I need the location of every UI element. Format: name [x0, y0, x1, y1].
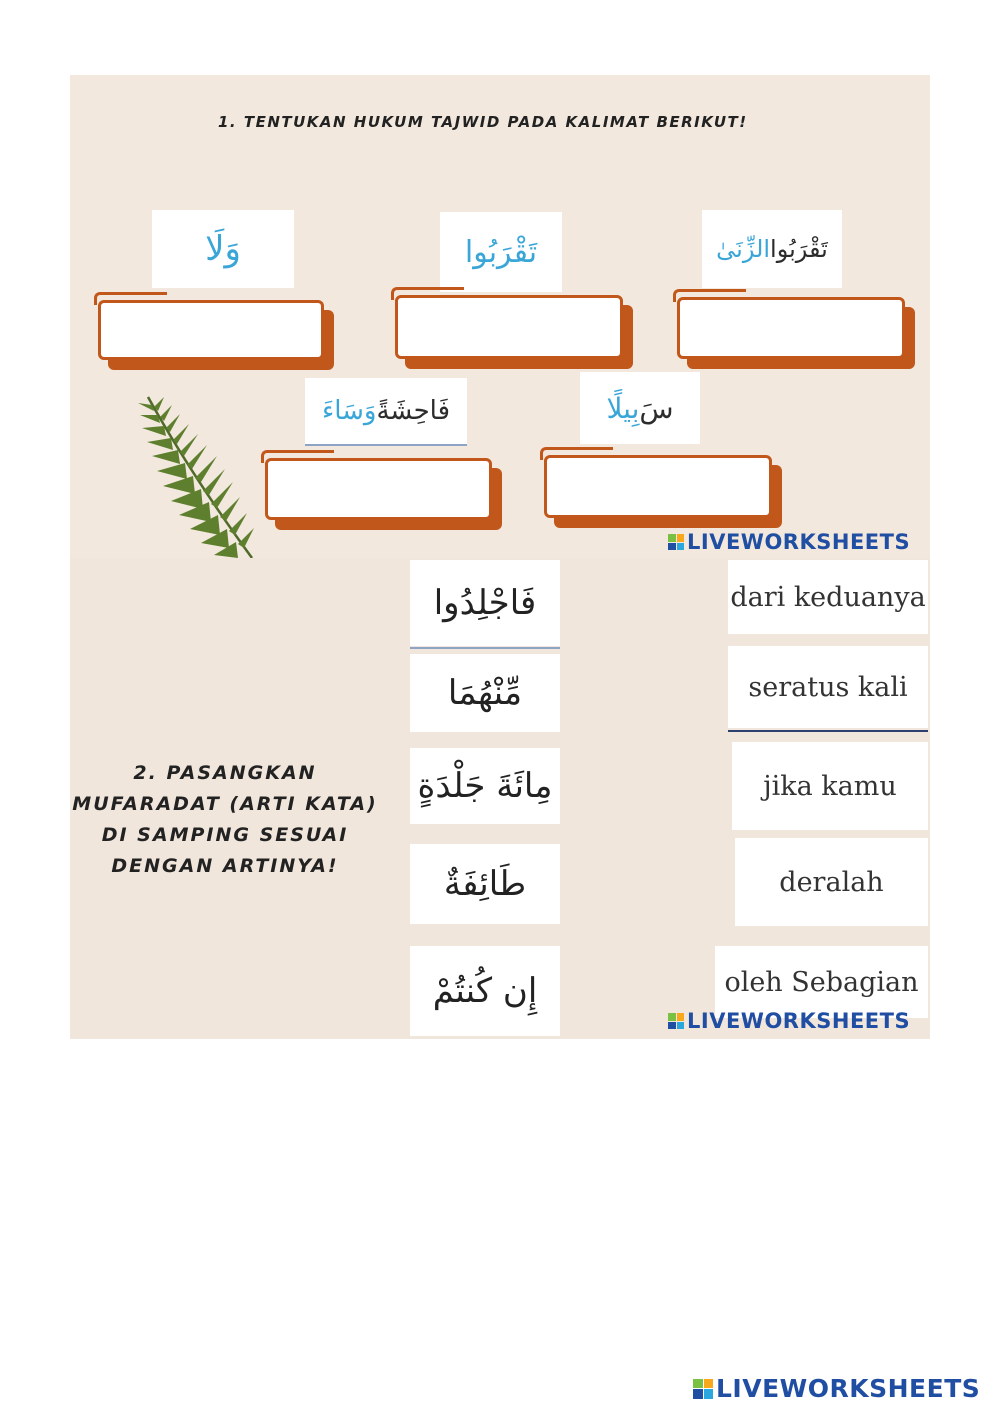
liveworksheets-logo-icon	[693, 1379, 713, 1399]
meaning-text: jika kamu	[763, 770, 897, 802]
arabic-vocab-item[interactable]	[410, 654, 560, 732]
answer-box-1	[98, 300, 324, 360]
brand-name: LIVEWORKSHEETS	[687, 530, 911, 554]
arabic-word-card	[702, 210, 842, 288]
arabic-word-card	[440, 212, 562, 292]
arabic-word-card	[152, 210, 294, 288]
answer-box-4	[265, 458, 492, 520]
meaning-item[interactable]	[728, 560, 928, 634]
meaning-text: seratus kali	[748, 671, 908, 703]
arabic-vocab-text: مِائَةَ جَلْدَةٍ	[417, 766, 553, 806]
answer-input-4[interactable]	[273, 466, 484, 512]
divider-line	[728, 730, 928, 732]
arabic-word-dark: تَقْرَبُوا	[770, 235, 828, 263]
brand-name: LIVEWORKSHEETS	[687, 1009, 911, 1033]
arabic-vocab-item[interactable]	[410, 946, 560, 1036]
arabic-word-highlight: الزِّنَىٰ	[716, 235, 771, 263]
meaning-text: deralah	[779, 866, 884, 898]
arabic-word-dark: سَ	[639, 391, 674, 425]
meaning-item[interactable]	[715, 946, 928, 1018]
answer-box-2	[395, 295, 623, 359]
arabic-word-highlight: بِيلًا	[606, 391, 640, 425]
section-1-panel	[70, 75, 930, 558]
brand-name: LIVEWORKSHEETS	[716, 1374, 981, 1403]
footer-liveworksheets-logo[interactable]	[693, 1374, 980, 1403]
meaning-text: dari keduanya	[730, 581, 926, 613]
section-1-title: 1. TENTUKAN HUKUM TAJWID PADA KALIMAT BERIKUT!	[218, 113, 748, 131]
section-2-panel	[70, 558, 930, 1039]
divider-line	[410, 647, 560, 649]
fern-leaf-icon	[130, 393, 260, 558]
meaning-item[interactable]	[732, 742, 928, 830]
answer-input-5[interactable]	[552, 463, 764, 510]
answer-input-1[interactable]	[106, 308, 316, 352]
answer-input-2[interactable]	[403, 303, 615, 351]
arabic-vocab-text: فَاجْلِدُوا	[433, 583, 537, 623]
arabic-word-card	[305, 378, 467, 444]
liveworksheets-logo	[668, 1009, 910, 1033]
arabic-vocab-item[interactable]	[410, 560, 560, 646]
arabic-word-card	[580, 372, 700, 444]
arabic-vocab-text: مِّنْهُمَا	[447, 673, 523, 713]
arabic-vocab-text: طَائِفَةٌ	[443, 864, 527, 904]
divider-line	[305, 444, 467, 446]
answer-box-3	[677, 297, 905, 359]
arabic-word-highlight: وَسَاءَ	[321, 396, 377, 426]
meaning-text: oleh Sebagian	[724, 966, 919, 998]
liveworksheets-logo-icon	[668, 1013, 684, 1029]
section-2-title: 2. PASANGKAN MUFARADAT (ARTI KATA) DI SAMPING SESUAI DENGAN ARTINYA!	[72, 762, 378, 877]
meaning-item[interactable]	[735, 838, 928, 926]
answer-box-5	[544, 455, 772, 518]
answer-input-3[interactable]	[685, 305, 897, 351]
arabic-word-highlight: وَلَا	[205, 229, 241, 269]
arabic-word-highlight: تَقْرَبُوا	[464, 234, 538, 270]
meaning-item[interactable]	[728, 646, 928, 728]
arabic-word-dark: فَاحِشَةً	[376, 396, 451, 426]
arabic-vocab-item[interactable]	[410, 748, 560, 824]
liveworksheets-logo	[668, 530, 910, 554]
arabic-vocab-item[interactable]	[410, 844, 560, 924]
arabic-vocab-text: إِن كُنتُمْ	[432, 971, 538, 1011]
liveworksheets-logo-icon	[668, 534, 684, 550]
